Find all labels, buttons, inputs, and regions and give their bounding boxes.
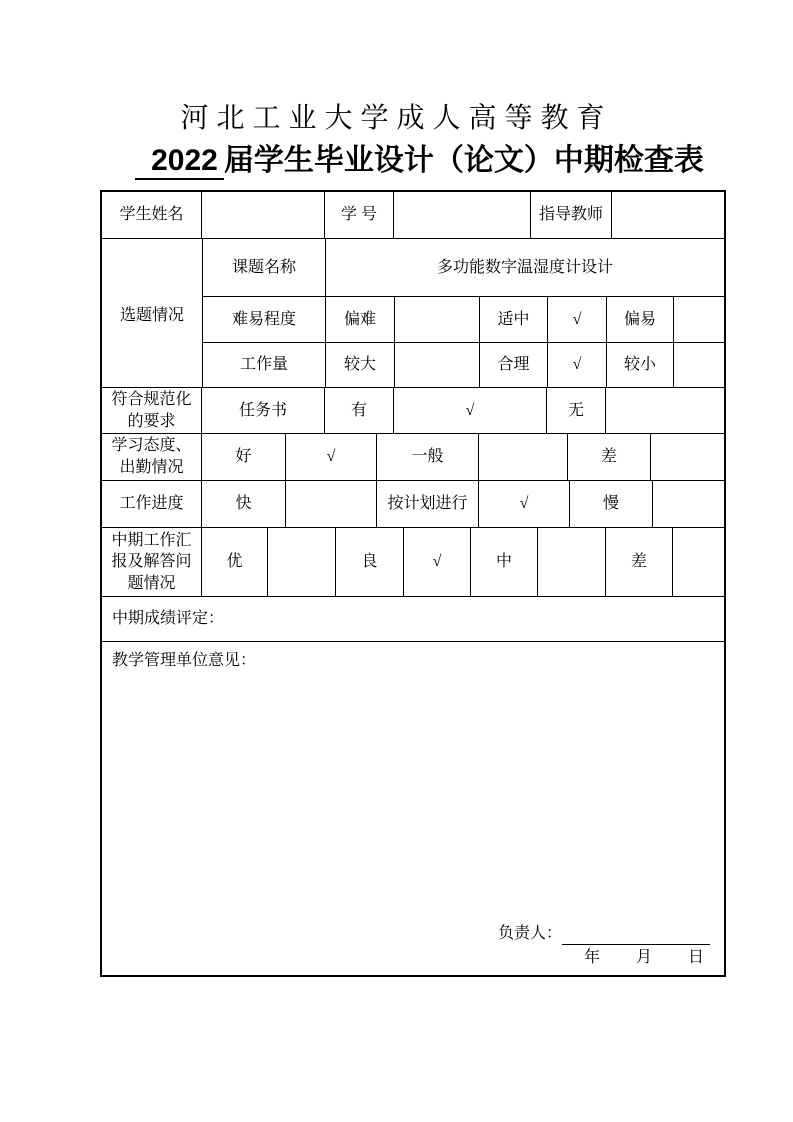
workload-light-mark-cell[interactable] — [674, 343, 724, 387]
midterm-grade-label[interactable]: 中期成绩评定： — [112, 610, 225, 628]
advisor-value-cell[interactable] — [612, 192, 724, 238]
topic-section-rows — [203, 239, 724, 387]
progress-label: 工作进度 — [102, 481, 202, 527]
workload-row — [203, 343, 724, 387]
progress-onplan-mark-cell[interactable]: √ — [479, 481, 570, 527]
standards-row — [102, 388, 724, 434]
graduation-year: 2022 — [135, 144, 224, 180]
attitude-label: 学习态度、出勤情况 — [102, 434, 202, 480]
signer-label: 负责人： — [497, 925, 562, 943]
workload-reasonable-mark-cell[interactable]: √ — [548, 343, 607, 387]
difficulty-moderate-label: 适中 — [480, 297, 548, 342]
signer-block — [498, 923, 710, 945]
progress-slow-mark-cell[interactable] — [653, 481, 724, 527]
topic-section-label: 选题情况 — [102, 239, 203, 387]
taskbook-label: 任务书 — [202, 388, 325, 433]
difficulty-moderate-mark-cell[interactable]: √ — [548, 297, 607, 342]
date-block — [584, 947, 704, 969]
workload-heavy-label: 较大 — [326, 343, 395, 387]
workload-label: 工作量 — [203, 343, 326, 387]
student-name-value-cell[interactable] — [202, 192, 325, 238]
topic-selection-group — [102, 239, 724, 388]
attitude-average-mark-cell[interactable] — [479, 434, 568, 480]
report-medium-label: 中 — [471, 528, 538, 596]
form-title-text: 届学生毕业设计（论文）中期检查表 — [223, 144, 704, 177]
workload-reasonable-label: 合理 — [480, 343, 548, 387]
student-id-label: 学 号 — [325, 192, 394, 238]
date-month-label: 月 — [635, 949, 652, 967]
midterm-report-row — [102, 528, 724, 597]
report-medium-mark-cell[interactable] — [538, 528, 606, 596]
difficulty-hard-label: 偏难 — [326, 297, 395, 342]
attitude-good-label: 好 — [202, 434, 286, 480]
attitude-good-mark-cell[interactable]: √ — [286, 434, 377, 480]
midterm-report-label: 中期工作汇报及解答问题情况 — [102, 528, 202, 596]
attitude-poor-label: 差 — [568, 434, 651, 480]
signature-line[interactable] — [562, 926, 710, 945]
report-good-mark-cell[interactable]: √ — [404, 528, 471, 596]
progress-fast-mark-cell[interactable] — [286, 481, 377, 527]
taskbook-no-label: 无 — [547, 388, 606, 433]
taskbook-yes-label: 有 — [325, 388, 394, 433]
date-year-label: 年 — [583, 949, 600, 967]
difficulty-hard-mark-cell[interactable] — [395, 297, 480, 342]
progress-slow-label: 慢 — [570, 481, 653, 527]
difficulty-label: 难易程度 — [203, 297, 326, 342]
attitude-row — [102, 434, 724, 481]
difficulty-easy-mark-cell[interactable] — [674, 297, 724, 342]
attitude-poor-mark-cell[interactable] — [651, 434, 724, 480]
topic-name-label: 课题名称 — [203, 239, 326, 296]
report-excellent-label: 优 — [202, 528, 268, 596]
workload-heavy-mark-cell[interactable] — [395, 343, 480, 387]
institution-title: 河北工业大学成人高等教育 — [180, 101, 613, 134]
difficulty-easy-label: 偏易 — [607, 297, 674, 342]
student-name-label: 学生姓名 — [102, 192, 202, 238]
topic-name-row — [203, 239, 724, 297]
management-opinion-label: 教学管理单位意见： — [112, 652, 257, 669]
progress-row — [102, 481, 724, 528]
student-info-row — [102, 192, 724, 239]
topic-name-value: 多功能数字温湿度计设计 — [436, 258, 613, 276]
midterm-grade-row — [102, 597, 724, 642]
attitude-average-label: 一般 — [377, 434, 479, 480]
taskbook-no-mark-cell[interactable] — [606, 388, 724, 433]
report-poor-label: 差 — [606, 528, 673, 596]
form-title — [0, 135, 793, 179]
taskbook-yes-mark-cell[interactable]: √ — [394, 388, 547, 433]
management-opinion-cell[interactable] — [102, 642, 724, 975]
progress-onplan-label: 按计划进行 — [377, 481, 479, 527]
report-poor-mark-cell[interactable] — [673, 528, 724, 596]
date-day-label: 日 — [687, 949, 704, 967]
difficulty-row — [203, 297, 724, 343]
progress-fast-label: 快 — [202, 481, 286, 527]
report-good-label: 良 — [336, 528, 404, 596]
management-opinion-row — [102, 642, 724, 975]
student-id-value-cell[interactable] — [394, 192, 531, 238]
workload-light-label: 较小 — [607, 343, 674, 387]
advisor-label: 指导教师 — [531, 192, 612, 238]
report-excellent-mark-cell[interactable] — [268, 528, 336, 596]
standards-label: 符合规范化的要求 — [102, 388, 202, 433]
midterm-check-form-table — [100, 190, 726, 977]
